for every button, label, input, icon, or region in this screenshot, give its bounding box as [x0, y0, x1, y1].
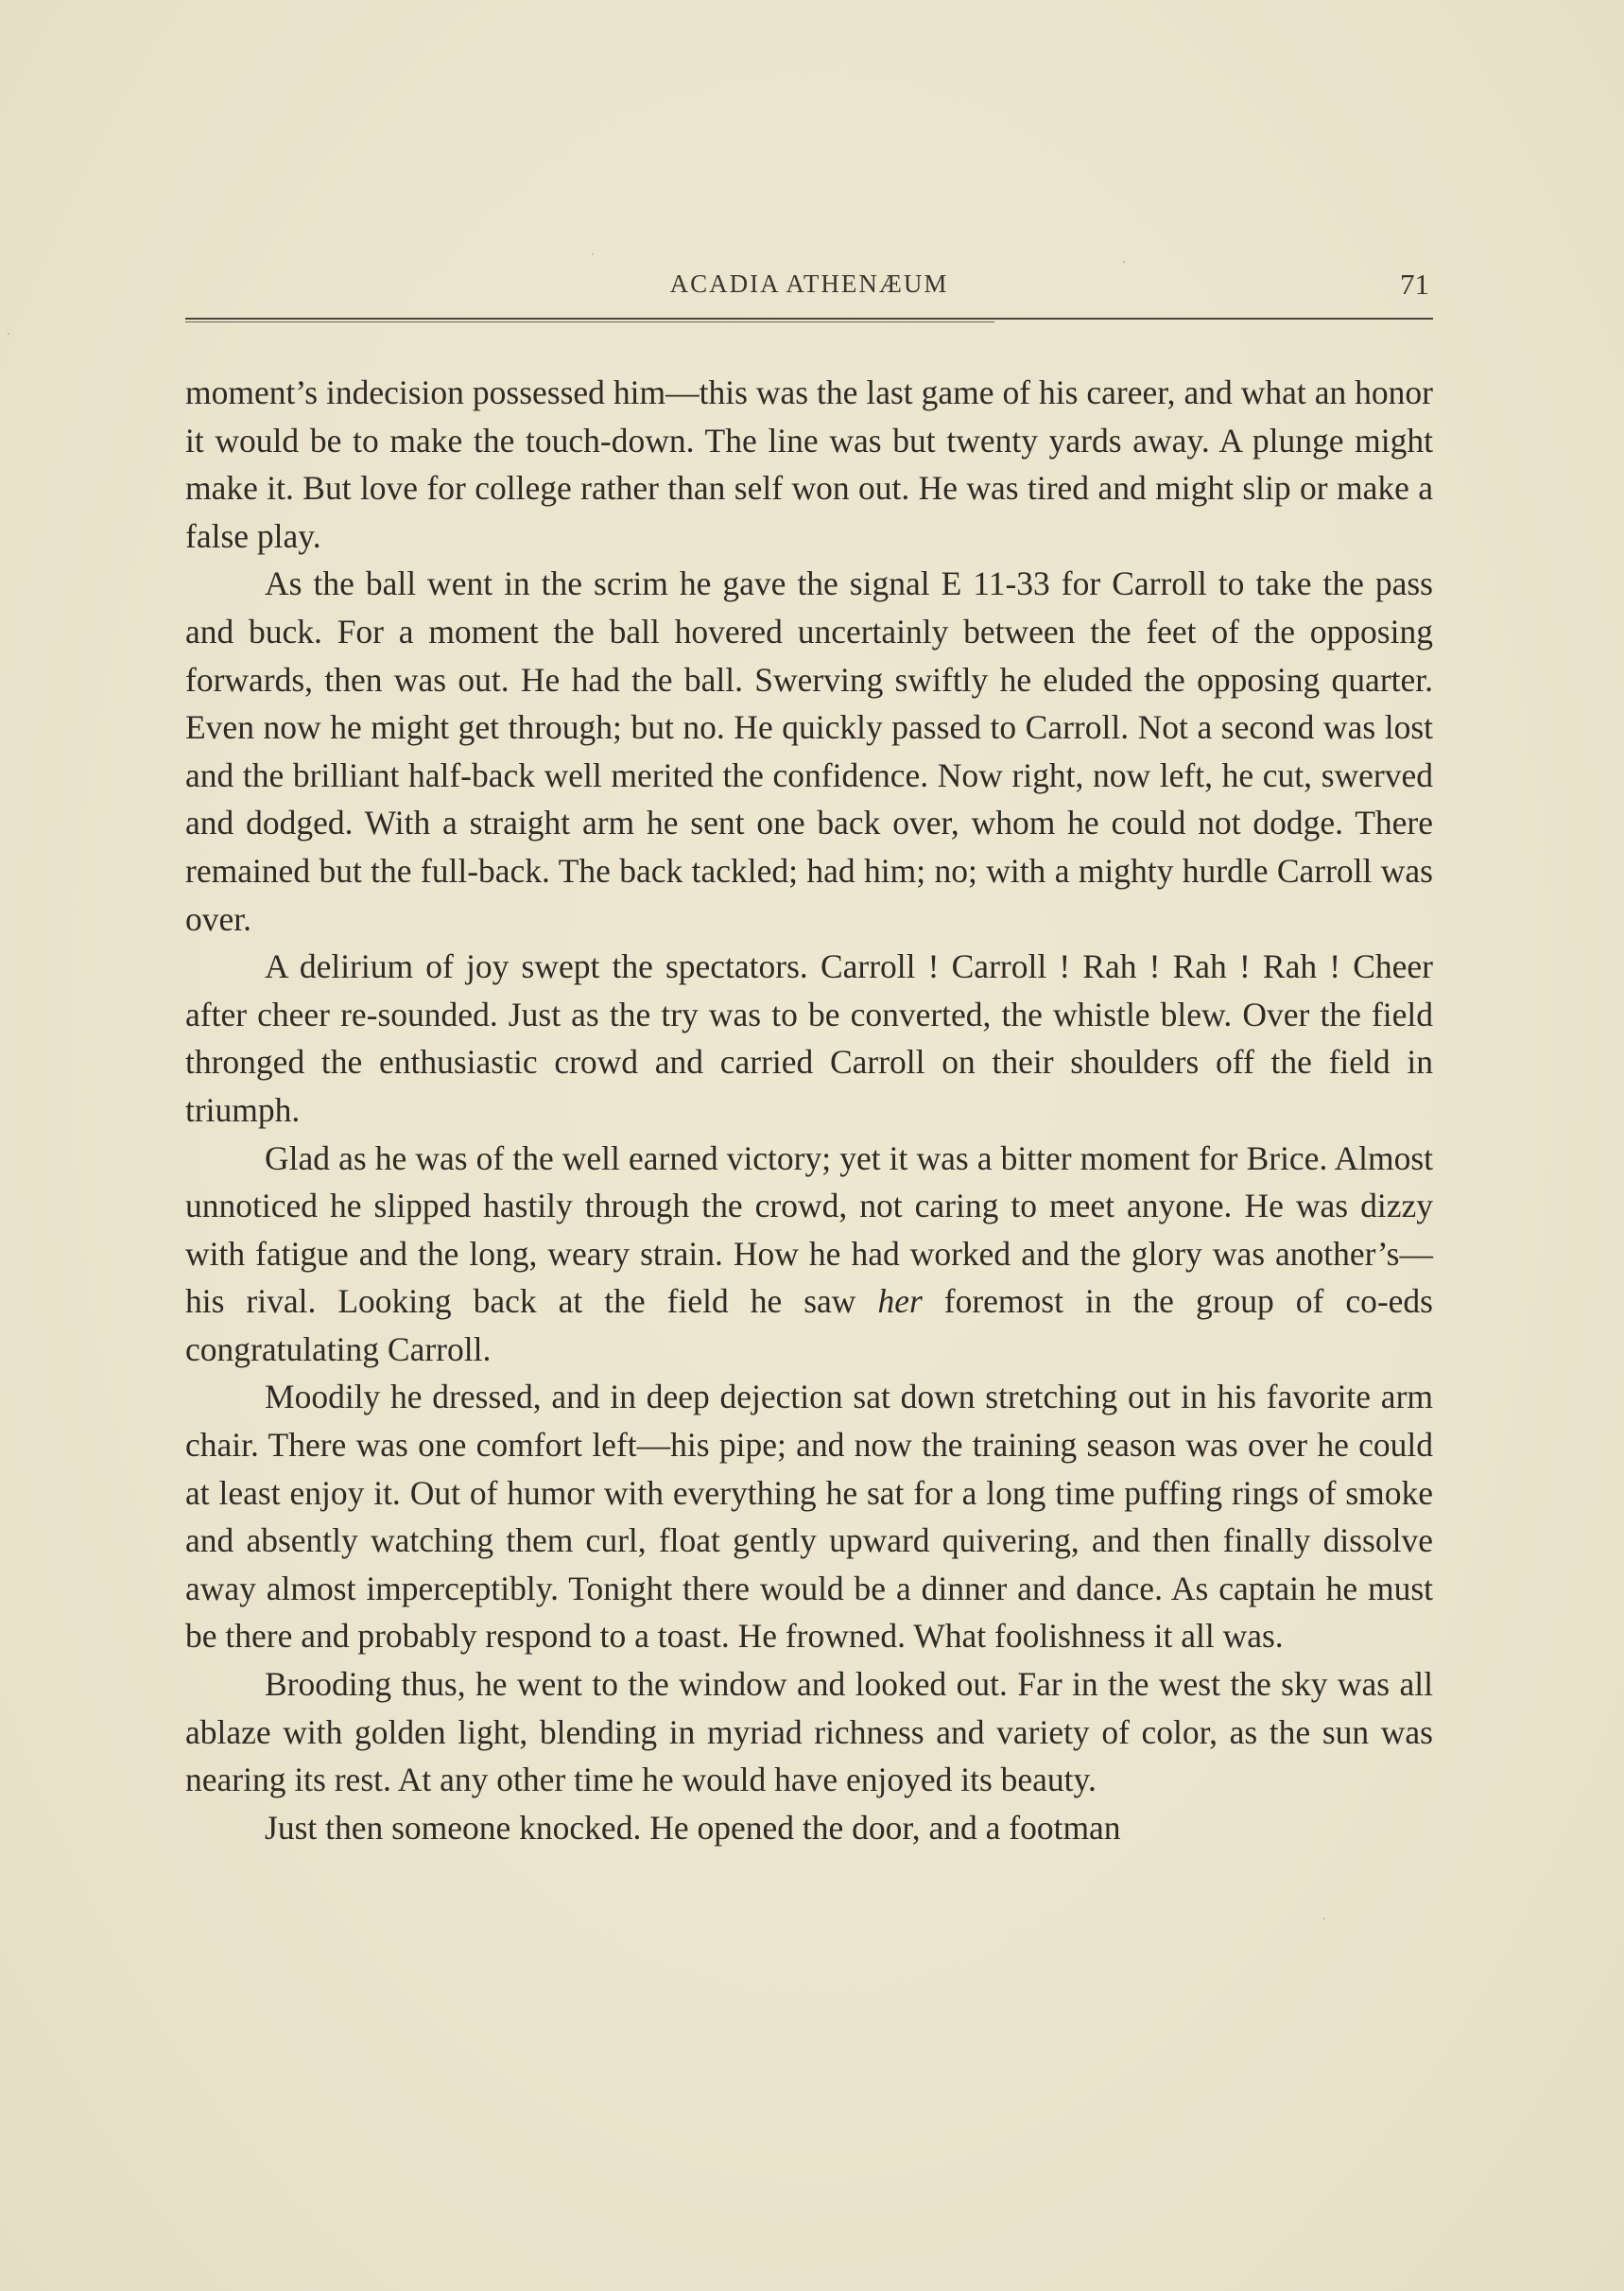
- italic-emphasis: her: [877, 1282, 923, 1321]
- paragraph-3: A delirium of joy swept the spectators. Carroll ! Carroll ! Rah ! Rah ! Rah ! Cheer after cheer re-sounded. Just as the try was to be converted, the whistle blew. Over the field thronged the enthusiastic crowd and carried Carroll on their shoulders off the field in triumph.: [185, 947, 1433, 1129]
- page-header: [185, 269, 1433, 307]
- paper-speck: [1323, 1918, 1325, 1919]
- body-text: [185, 369, 1433, 2184]
- paragraph-5: Moodily he dressed, and in deep dejection sat down stretching out in his favorite arm chair. There was one comfort left—his pipe; and now the training season was over he could at least enjoy it. Out of humor with everything he sat for a long time puffing rings of smoke and absently watching them curl, float gently upward quivering, and then finally dissolve away almost imperceptibly. Tonight there would be a dinner and dance. As captain he must be there and probably respond to a toast. He frowned. What foolishness it all was.: [185, 1378, 1433, 1656]
- paragraph-7: Just then someone knocked. He opened the door, and a footman: [265, 1808, 1121, 1847]
- paragraph-6: Brooding thus, he went to the window and looked out. Far in the west the sky was all ablaze with golden light, blending in myriad richness and variety of color, as the sun was nearing its rest. At any other time he would have enjoyed its beauty.: [185, 1665, 1433, 1799]
- running-title: ACADIA ATHENÆUM: [669, 269, 949, 298]
- paper-speck: [1123, 261, 1125, 263]
- paragraph-2: As the ball went in the scrim he gave the signal E 11-33 for Carroll to take the pass and buck. For a moment the ball hovered uncertainly between the feet of the opposing forwards, then was out. He had the ball. Swerving swiftly he eluded the opposing quarter. Even now he might get through; but no. He quickly passed to Carroll. Not a second was lost and the brilliant half-back well merited the confidence. Now right, now left, he cut, swerved and dodged. With a straight arm he sent one back over, whom he could not dodge. There remained but the full-back. The back tackled; had him; no; with a mighty hurdle Carroll was over.: [185, 564, 1433, 938]
- header-rule: [185, 318, 1433, 320]
- page-number: 71: [1400, 268, 1429, 301]
- paper-speck: [8, 333, 9, 335]
- paper-speck: [592, 253, 594, 255]
- paragraph-1: moment’s indecision possessed him—this was the last game of his career, and what an honor it would be to make the touch-down. The line was but twenty yards away. A plunge might make it. But love for college rather than self won out. He was tired and might slip or make a false play.: [185, 373, 1433, 555]
- paragraph-4-before: Glad as he was of the well earned victory; yet it was a bitter moment for Brice. Almost unnoticed he slipped hastily through the crowd, not caring to meet anyone. He was dizzy with fatigue and the long, weary strain. How he had worked and the glory was another’s—his rival. Looking back at the field he saw: [185, 1138, 1433, 1321]
- paragraph-4: [185, 1135, 1433, 1374]
- paragraph-4-after: foremost in the group of co-eds congratulating Carroll.: [185, 1282, 1433, 1368]
- header-rule-inner: [185, 321, 994, 322]
